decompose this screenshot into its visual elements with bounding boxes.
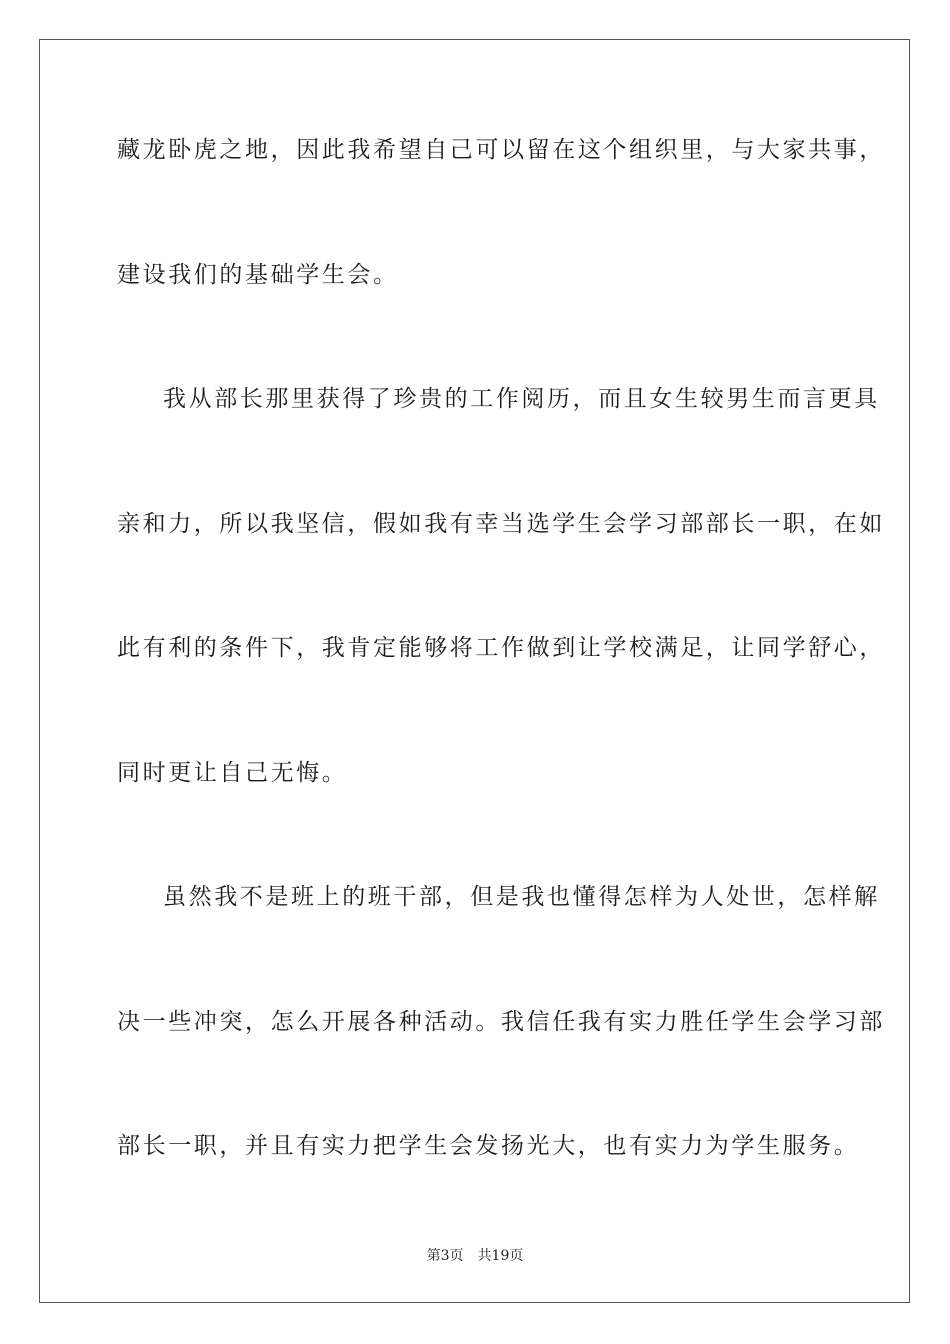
- body-text-line: 建设我们的基础学生会。: [117, 262, 399, 288]
- paragraph-first-line: 我从部长那里获得了珍贵的工作阅历，而且女生较男生而言更具: [163, 386, 880, 412]
- body-text-line: 此有利的条件下，我肯定能够将工作做到让学校满足，让同学舒心，: [117, 635, 885, 661]
- body-text-line: 决一些冲突，怎么开展各种活动。我信任我有实力胜任学生会学习部: [117, 1009, 885, 1035]
- page-number: 第3页: [426, 1248, 464, 1264]
- page-footer: [0, 1247, 950, 1265]
- body-text-line: 部长一职，并且有实力把学生会发扬光大，也有实力为学生服务。: [117, 1133, 860, 1159]
- body-text-line: 同时更让自己无悔。: [117, 760, 348, 786]
- body-text-line: 亲和力，所以我坚信，假如我有幸当选学生会学习部部长一职，在如: [117, 511, 885, 537]
- body-text-line: 藏龙卧虎之地，因此我希望自己可以留在这个组织里，与大家共事，: [117, 137, 885, 163]
- page-frame: [39, 39, 910, 1303]
- page-total: 共19页: [477, 1248, 524, 1264]
- paragraph-first-line: 虽然我不是班上的班干部，但是我也懂得怎样为人处世，怎样解: [163, 884, 880, 910]
